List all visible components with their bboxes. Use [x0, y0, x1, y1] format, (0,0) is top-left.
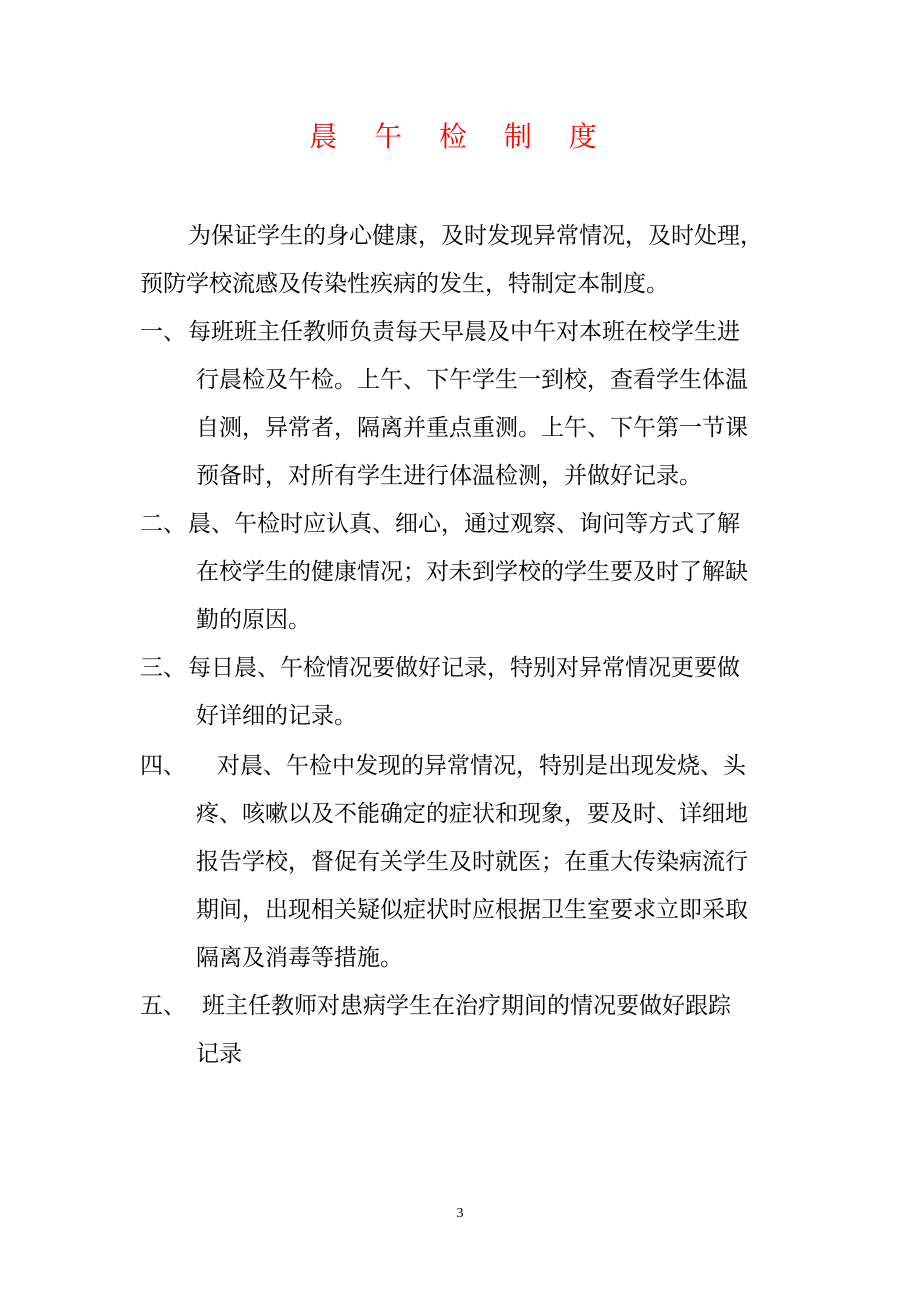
list-item-1-number: 一、 [140, 319, 186, 345]
list-item-4-line-3: 报告学校，督促有关学生及时就医；在重大传染病流行 [196, 849, 748, 875]
list-item-2-text-1: 晨、午检时应认真、细心，通过观察、询问等方式了解 [188, 511, 740, 537]
list-item-2 [140, 500, 800, 644]
list-item-1-line-1 [140, 308, 800, 356]
list-item-5-text-1: 班主任教师对患病学生在治疗期间的情况要做好跟踪 [202, 993, 731, 1019]
page-number: 3 [456, 1206, 464, 1221]
intro-paragraph [140, 212, 790, 308]
document-title: 晨 午 检 制 度 [309, 120, 611, 153]
list-item-1-text-1: 每班班主任教师负责每天早晨及中午对本班在校学生进 [188, 319, 740, 345]
list-item-3-text-1: 每日晨、午检情况要做好记录，特别对异常情况更要做 [188, 655, 740, 681]
list-item-2-line-1 [140, 500, 800, 548]
list-item-1-line-2: 行晨检及午检。上午、下午学生一到校，查看学生体温 [196, 367, 748, 393]
list-item-2-line-3: 勤的原因。 [196, 607, 311, 633]
list-item-4-line-5: 隔离及消毒等措施。 [196, 945, 403, 971]
intro-line-2: 预防学校流感及传染性疾病的发生，特制定本制度。 [140, 271, 669, 297]
list-item-2-line-2: 在校学生的健康情况；对未到学校的学生要及时了解缺 [196, 559, 748, 585]
list-item-4-line-1 [140, 742, 800, 790]
list-item-4-number: 四、 [140, 753, 186, 779]
intro-line-1: 为保证学生的身心健康，及时发现异常情况，及时处理， [188, 223, 763, 249]
list-item-5-line-1 [140, 982, 800, 1030]
list-item-3 [140, 644, 800, 740]
list-item-1 [140, 308, 800, 500]
list-item-5 [140, 982, 800, 1078]
list-item-3-line-1 [140, 644, 800, 692]
list-item-4-line-4: 期间，出现相关疑似症状时应根据卫生室要求立即采取 [196, 897, 748, 923]
list-item-1-line-4: 预备时，对所有学生进行体温检测，并做好记录。 [196, 463, 702, 489]
list-item-2-number: 二、 [140, 511, 186, 537]
list-item-5-number: 五、 [140, 993, 186, 1019]
list-item-4-text-1: 对晨、午检中发现的异常情况，特别是出现发烧、头 [217, 753, 746, 779]
list-item-3-line-2: 好详细的记录。 [196, 703, 357, 729]
list-item-1-line-3: 自测，异常者，隔离并重点重测。上午、下午第一节课 [196, 415, 748, 441]
list-item-5-line-2: 记录 [196, 1041, 242, 1067]
list-item-4 [140, 742, 800, 982]
list-item-4-line-2: 疼、咳嗽以及不能确定的症状和现象，要及时、详细地 [196, 801, 748, 827]
list-item-3-number: 三、 [140, 655, 186, 681]
